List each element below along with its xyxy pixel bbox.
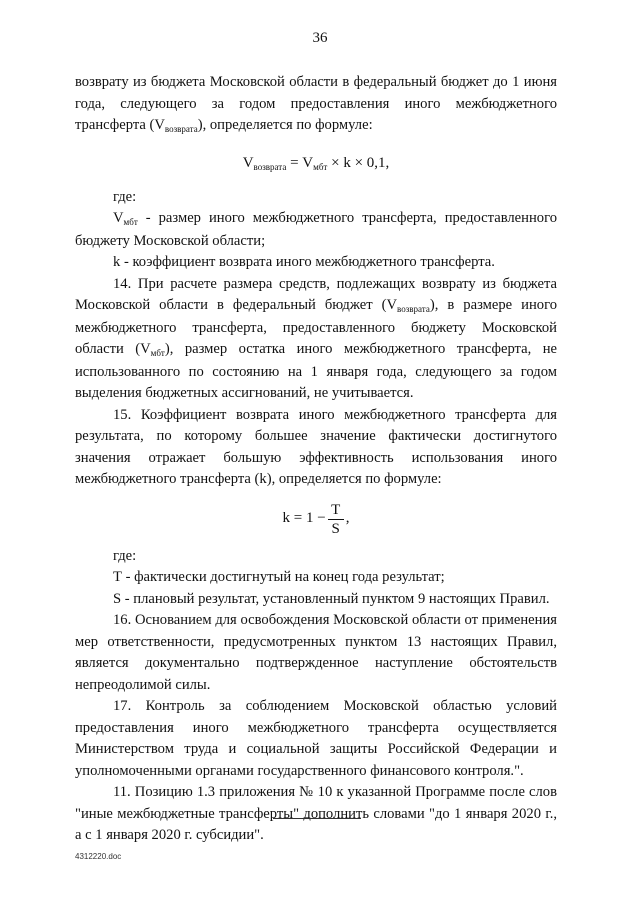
fraction-t-over-s: $\frac{T}{S}$ (328, 501, 344, 538)
paragraph-14: 14. При расчете размера средств, подлежащих возврату из бюджета Московской области в федеральный бюджет $(V_{возврата})$, в размере иного межбюджетного трансферта, предоставленного бюджету Московской области $(V_{мбт})$, размер остатка иного межбюджетного трансферта, не использованного по состоянию на 1 января года, следующего за годом выделения бюджетных ассигнований, не учитывается. (75, 275, 557, 401)
definition-k: k - коэффициент возврата иного межбюджетного трансферта. (113, 254, 495, 270)
definition-s: S - плановый результат, установленный пунктом 9 настоящих Правил. (113, 590, 550, 607)
paragraph-15: 15. Коэффициент возврата иного межбюджетного трансферта для результата, по которому большее значение фактически достигнутого значения отражает большую эффективность использования иного межбюджетного трансферта (k), определяется по формуле: (75, 406, 557, 487)
paragraph-intro: возврату из бюджета Московской области в федеральный бюджет до 1 июня года, следующего за годом предоставления иного межбюджетного трансферта $(V_{возврата})$, определяется по формуле: (75, 74, 557, 134)
paragraph-16: 16. Основанием для освобождения Московской области от применения мер ответственности, предусмотренных пунктом 13 настоящих Правил, является документально подтвержденное наступление обстоятельств непреодолимой силы. (75, 612, 557, 693)
formula-coefficient-k: k = 1 − $\frac{T}{S}$ , (282, 501, 350, 537)
where-label-1: где: (113, 188, 137, 205)
formula-return-amount: $V_{возврата} = V_{мбт} \times k \times 0,1$, (242, 154, 390, 172)
definition-v-mbt: $V_{мбт}$ - размер иного межбюджетного трансферта, предоставленного бюджету Московской области; (75, 210, 557, 249)
where-label-2: где: (113, 547, 137, 564)
paragraph-11: 11. Позицию 1.3 приложения № 10 к указанной Программе после слов "иные межбюджетные трансферты" дополнить словами "до 1 января 2020 г., а с 1 января 2020 г. субсидии". (75, 784, 557, 843)
definition-t: Т - фактически достигнутый на конец года результат; (113, 569, 445, 585)
separator-line (273, 818, 361, 819)
paragraph-17: 17. Контроль за соблюдением Московской областью условий предоставления иного межбюджетного трансферта осуществляется Министерством труда и социальной защиты Российской Федерации и уполномоченными органами государственного финансового контроля.". (75, 698, 557, 779)
document-body (75, 72, 557, 847)
document-footer: 4312220.doc (75, 852, 122, 861)
page-number: 36 (312, 30, 328, 46)
